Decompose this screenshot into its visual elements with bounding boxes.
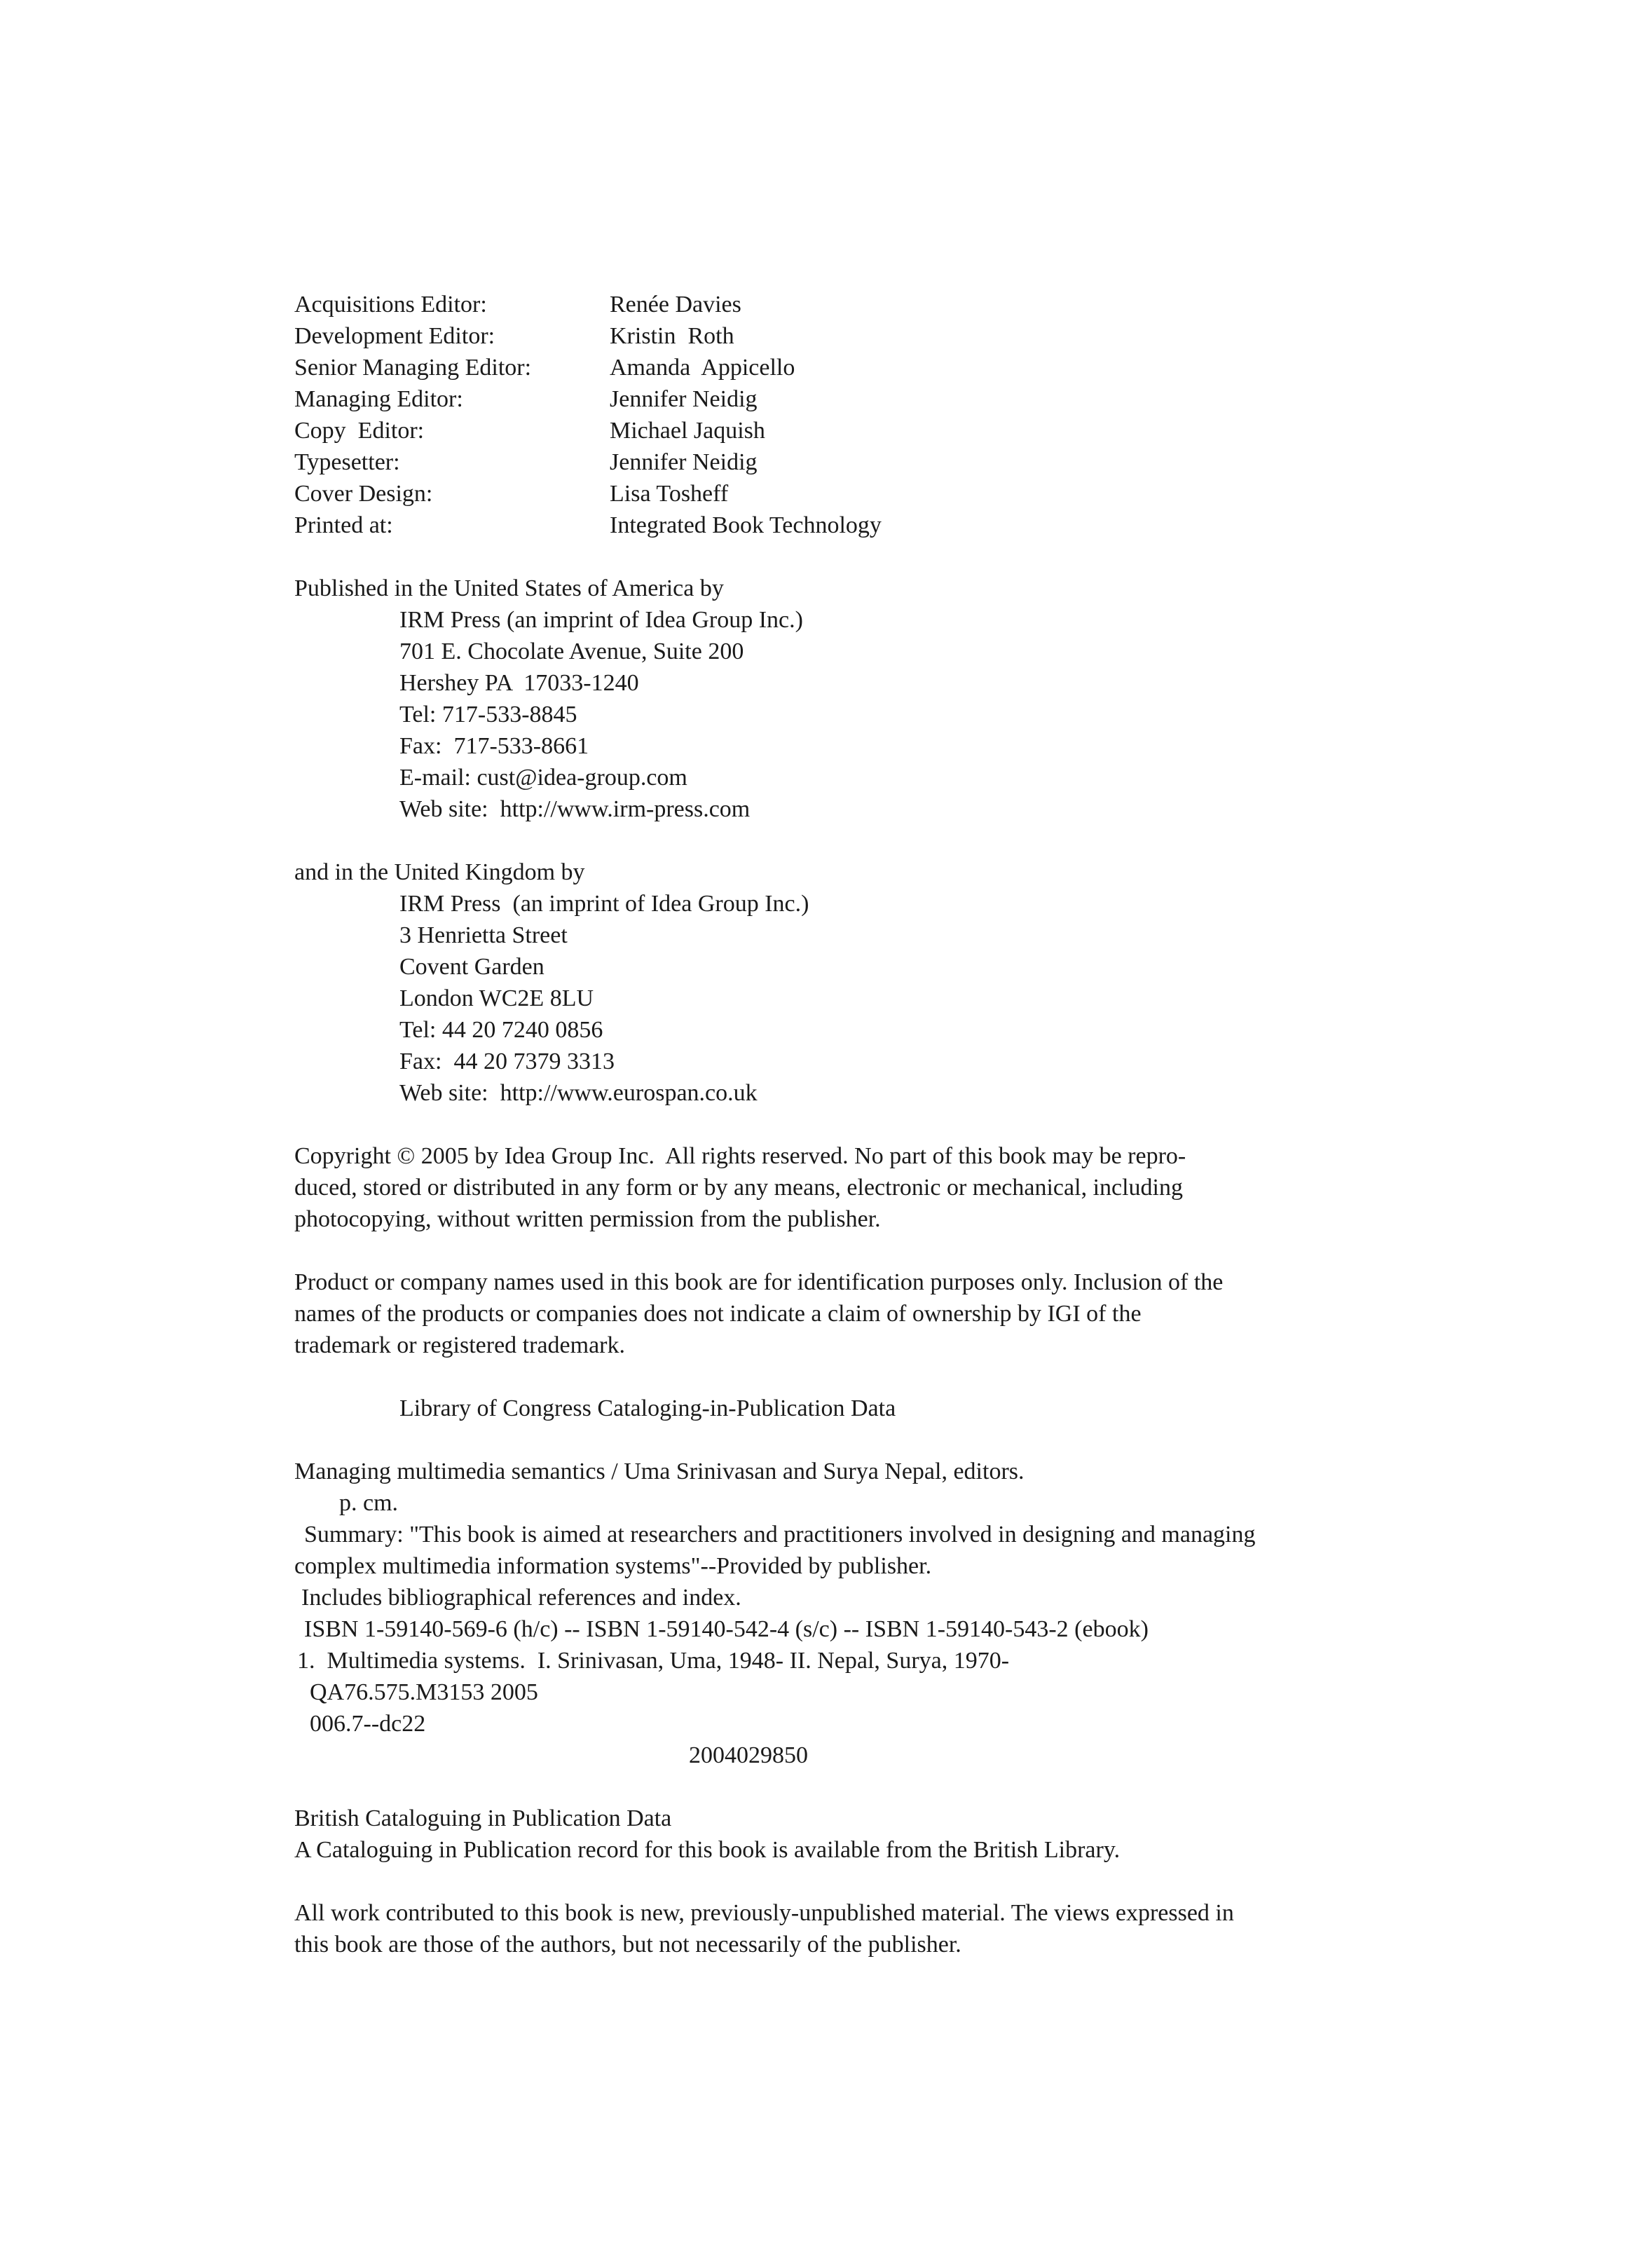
cip-isbn: ISBN 1-59140-569-6 (h/c) -- ISBN 1-59140-542-4 (s/c) -- ISBN 1-59140-543-2 (ebook) bbox=[304, 1616, 1149, 1642]
credit-name: Integrated Book Technology bbox=[610, 512, 882, 538]
cip-lc-class: QA76.575.M3153 2005 bbox=[310, 1679, 538, 1705]
address-line: 701 E. Chocolate Avenue, Suite 200 bbox=[399, 638, 744, 664]
trademark-line: trademark or registered trademark. bbox=[294, 1332, 625, 1358]
credit-row bbox=[294, 415, 1359, 446]
cip-pcm: p. cm. bbox=[339, 1490, 399, 1516]
address-line: Fax: 717-533-8661 bbox=[399, 733, 589, 759]
credit-row bbox=[294, 446, 1359, 478]
credit-name: Lisa Tosheff bbox=[610, 481, 729, 507]
copyright-line: duced, stored or distributed in any form or by any means, electronic or mechanical, including bbox=[294, 1175, 1183, 1201]
credit-role: Printed at: bbox=[294, 512, 393, 538]
cip-summary: Summary: "This book is aimed at researchers and practitioners involved in designing and managing bbox=[304, 1522, 1256, 1548]
credit-name: Renée Davies bbox=[610, 292, 741, 317]
british-cip-text: A Cataloguing in Publication record for this book is available from the British Library. bbox=[294, 1837, 1121, 1863]
british-cip-heading: British Cataloguing in Publication Data bbox=[294, 1805, 672, 1831]
address-line: Tel: 717-533-8845 bbox=[399, 702, 577, 727]
address-line: 3 Henrietta Street bbox=[399, 922, 568, 948]
cip-heading: Library of Congress Cataloging-in-Publication Data bbox=[399, 1395, 896, 1421]
cip-dewey: 006.7--dc22 bbox=[310, 1711, 426, 1737]
credit-row bbox=[294, 320, 1359, 352]
credit-name: Kristin Roth bbox=[610, 323, 734, 349]
credit-row bbox=[294, 383, 1359, 415]
website-line: Web site: http://www.eurospan.co.uk bbox=[399, 1080, 758, 1106]
british-cip bbox=[294, 1803, 1359, 1866]
credit-role: Acquisitions Editor: bbox=[294, 292, 487, 317]
credit-row bbox=[294, 478, 1359, 510]
credits-list bbox=[294, 289, 1359, 541]
address-line: London WC2E 8LU bbox=[399, 985, 594, 1011]
credit-role: Copy Editor: bbox=[294, 418, 425, 444]
us-publisher-heading: Published in the United States of America by bbox=[294, 575, 724, 601]
copyright-page bbox=[294, 289, 1359, 1960]
us-publisher-block bbox=[294, 573, 1359, 825]
cip-title: Managing multimedia semantics / Uma Srinivasan and Surya Nepal, editors. bbox=[294, 1459, 1025, 1484]
email-line: E-mail: cust@idea-group.com bbox=[399, 765, 687, 791]
cip-subjects: 1. Multimedia systems. I. Srinivasan, Uma, 1948- II. Nepal, Surya, 1970- bbox=[297, 1648, 1010, 1674]
uk-publisher-block bbox=[294, 856, 1359, 1109]
credit-name: Amanda Appicello bbox=[610, 355, 795, 381]
address-line: Tel: 44 20 7240 0856 bbox=[399, 1017, 603, 1043]
copyright-line: photocopying, without written permission from the publisher. bbox=[294, 1206, 881, 1232]
copyright-line: Copyright © 2005 by Idea Group Inc. All rights reserved. No part of this book may be repro- bbox=[294, 1143, 1186, 1169]
cip-control-number: 2004029850 bbox=[689, 1742, 808, 1768]
trademark-line: names of the products or companies does not indicate a claim of ownership by IGI of the bbox=[294, 1301, 1142, 1327]
credit-name: Jennifer Neidig bbox=[610, 449, 758, 475]
cip-record bbox=[294, 1456, 1359, 1771]
cip-summary: complex multimedia information systems"--Provided by publisher. bbox=[294, 1553, 932, 1579]
credit-name: Jennifer Neidig bbox=[610, 386, 758, 412]
statement-line: All work contributed to this book is new, previously-unpublished material. The views expressed in bbox=[294, 1900, 1234, 1926]
address-line: IRM Press (an imprint of Idea Group Inc.) bbox=[399, 607, 803, 633]
credit-name: Michael Jaquish bbox=[610, 418, 765, 444]
credit-row bbox=[294, 289, 1359, 320]
credit-role: Managing Editor: bbox=[294, 386, 463, 412]
credit-role: Development Editor: bbox=[294, 323, 495, 349]
credit-row bbox=[294, 510, 1359, 541]
uk-publisher-heading: and in the United Kingdom by bbox=[294, 859, 585, 885]
statement-line: this book are those of the authors, but not necessarily of the publisher. bbox=[294, 1932, 961, 1958]
originality-statement bbox=[294, 1897, 1359, 1960]
address-line: Hershey PA 17033-1240 bbox=[399, 670, 639, 696]
trademark-notice bbox=[294, 1266, 1359, 1361]
address-line: Fax: 44 20 7379 3313 bbox=[399, 1048, 615, 1074]
cip-includes: Includes bibliographical references and index. bbox=[301, 1585, 741, 1611]
credit-row bbox=[294, 352, 1359, 383]
address-line: Covent Garden bbox=[399, 954, 544, 980]
trademark-line: Product or company names used in this book are for identification purposes only. Inclusion of the bbox=[294, 1269, 1224, 1295]
website-line: Web site: http://www.irm-press.com bbox=[399, 796, 751, 822]
credit-role: Typesetter: bbox=[294, 449, 400, 475]
credit-role: Senior Managing Editor: bbox=[294, 355, 532, 381]
copyright-notice bbox=[294, 1140, 1359, 1235]
address-line: IRM Press (an imprint of Idea Group Inc.) bbox=[399, 891, 809, 917]
credit-role: Cover Design: bbox=[294, 481, 433, 507]
